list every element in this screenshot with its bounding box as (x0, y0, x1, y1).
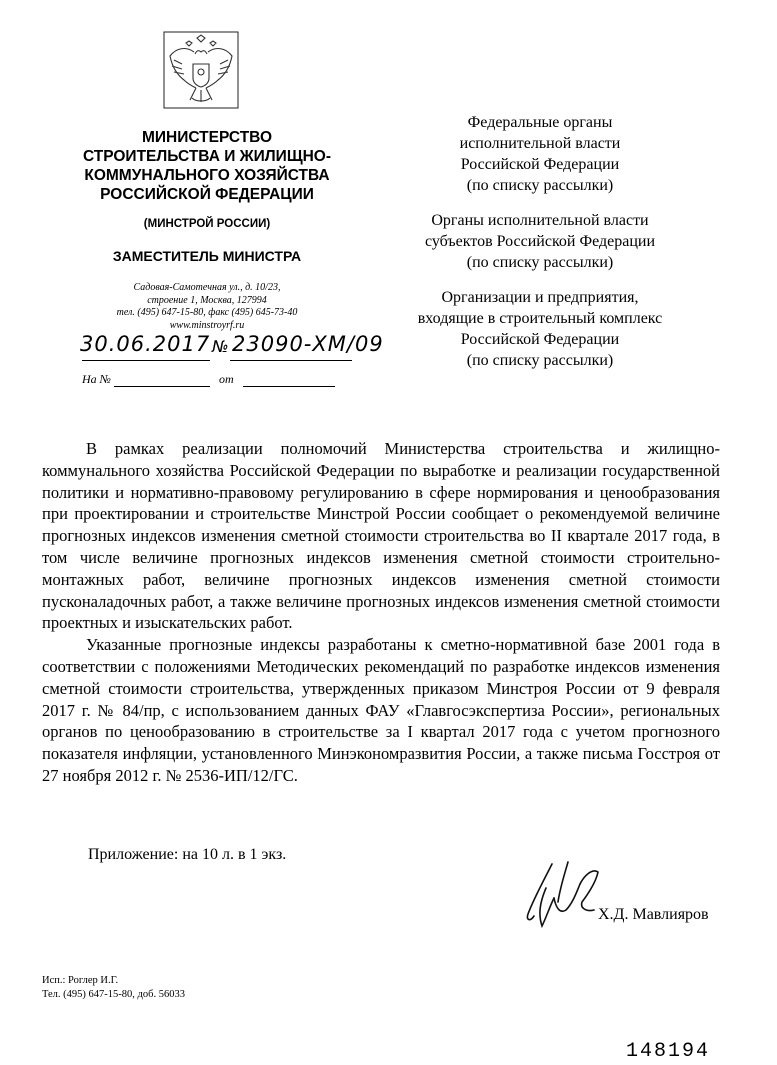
ministry-address (62, 282, 352, 332)
address-line: строение 1, Москва, 127994 (147, 294, 267, 306)
document-number: 148194 (626, 1040, 711, 1063)
recipient-group (390, 210, 690, 273)
ministry-line: КОММУНАЛЬНОГО ХОЗЯЙСТВА (84, 167, 330, 184)
recipient-line: Российской Федерации (460, 156, 620, 173)
recipients-block (390, 112, 690, 385)
signer-name: Х.Д. Мавлияров (598, 906, 709, 923)
ministry-abbreviation: (МИНСТРОЙ РОССИИ) (143, 218, 271, 230)
recipient-line: Органы исполнительной власти (431, 212, 649, 229)
address-line: тел. (495) 647-15-80, факс (495) 645-73-40 (116, 307, 298, 318)
recipient-line: Российской Федерации (460, 331, 620, 348)
recipient-line: Организации и предприятия, (441, 289, 639, 306)
address-line: www.minstroyrf.ru (169, 319, 245, 331)
recipient-line: (по списку рассылки) (466, 254, 614, 271)
ministry-line: МИНИСТЕРСТВО (141, 129, 273, 146)
handwritten-signature-icon (510, 858, 610, 938)
executor-phone: Тел. (495) 647-15-80, доб. 56033 (42, 989, 185, 1000)
ministry-line: РОССИЙСКОЙ ФЕДЕРАЦИИ (100, 186, 314, 203)
executor-name: Исп.: Роглер И.Г. (42, 975, 119, 986)
letter-body (42, 438, 720, 787)
registration-number: 23090-ХМ/09 (232, 332, 384, 356)
attachment-note: Приложение: на 10 л. в 1 экз. (88, 846, 287, 863)
recipient-line: исполнительной власти (459, 135, 621, 152)
registration-no-label: № (212, 337, 230, 356)
registration-date: 30.06.2017 (80, 332, 211, 356)
ministry-name (62, 128, 352, 204)
reference-no-label: На № (82, 372, 111, 386)
recipient-group (390, 287, 690, 371)
russian-coat-of-arms-icon (162, 30, 240, 110)
body-paragraph: В рамках реализации полномочий Министерства строительства и жилищно-коммунального хозяйства Российской Федерации по выработке и реализации государственной политики и нормативно-правовому регулированию в сфере нормирования и ценообразования при проектировании и строительстве Минстрой России сообщает о рекомендуемой величине прогнозных индексов изменения сметной стоимости строительства во II квартале 2017 года, в том числе величине прогнозных индексов изменения сметной стоимости строительно-монтажных работ, величине прогнозных индексов изменения сметной стоимости пусконаладочных работ, а также величине прогнозных индексов изменения сметной стоимости проектных и изыскательских работ. (42, 439, 720, 633)
address-line: Садовая-Самотечная ул., д. 10/23, (133, 282, 281, 293)
sender-position: ЗАМЕСТИТЕЛЬ МИНИСТРА (112, 248, 302, 264)
recipient-line: (по списку рассылки) (466, 177, 614, 194)
executor-info (42, 974, 185, 1002)
reference-line (82, 372, 335, 387)
number-underline (230, 360, 352, 361)
recipient-line: субъектов Российской Федерации (424, 233, 656, 250)
reference-from-label: от (218, 372, 234, 386)
reference-number-blank (114, 373, 210, 387)
recipient-line: входящие в строительный комплекс (417, 310, 663, 327)
recipient-line: (по списку рассылки) (466, 352, 614, 369)
recipient-group (390, 112, 690, 196)
body-paragraph: Указанные прогнозные индексы разработаны к сметно-нормативной базе 2001 года в соответствии с положениями Методических рекомендаций по разработке индексов изменения сметной стоимости строительства, утвержденных приказом Минстроя России от 9 февраля 2017 г. № 84/пр, с использованием данных ФАУ «Главгосэкспертиза России», региональных органов по ценообразованию в строительстве за I квартал 2017 года с учетом прогнозного показателя инфляции, установленного Минэкономразвития России, а также письма Госстроя от 27 ноября 2012 г. № 2536-ИП/12/ГС. (42, 635, 720, 785)
ministry-line: СТРОИТЕЛЬСТВА И ЖИЛИЩНО- (82, 148, 332, 165)
reference-date-blank (243, 373, 335, 387)
date-underline (82, 360, 210, 361)
recipient-line: Федеральные органы (467, 114, 613, 131)
